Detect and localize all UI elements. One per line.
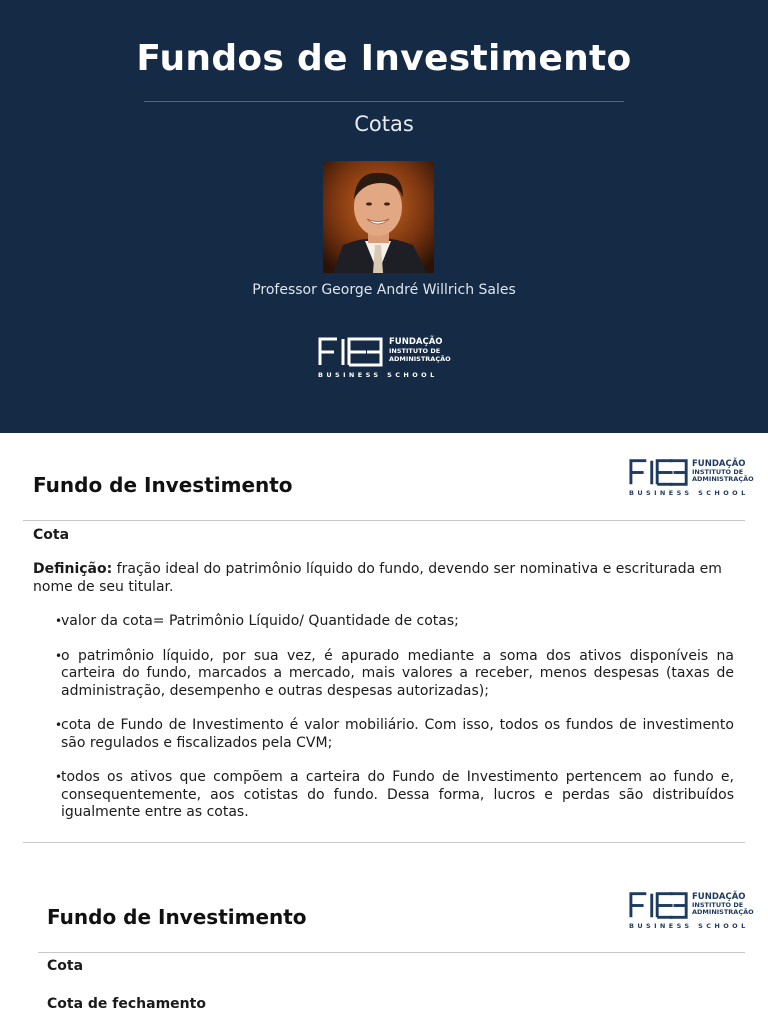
slide-divider (23, 842, 745, 843)
logo-line3: ADMINISTRAÇÃO (389, 355, 451, 363)
list-item: • cota de Fundo de Investimento é valor mobiliário. Com isso, todos os fundos de investimento são regulados e fiscalizados pela CVM; (61, 717, 734, 752)
logo-line2: INSTITUTO DE (389, 347, 441, 355)
fia-monogram-icon (628, 891, 690, 920)
list-item: • o patrimônio líquido, por sua vez, é apurado mediante a soma dos ativos disponíveis na carteira do fundo, marcados a mercado, mais valores a receber, menos despesas (taxas de administração, desempenho e outras despesas autorizadas); (61, 648, 734, 701)
logo-line1: FUNDAÇÃO (692, 459, 746, 469)
slide-title: Fundo de Investimento (33, 473, 293, 497)
slide-cota-definition (0, 433, 768, 845)
logo-line2: INSTITUTO DE (692, 901, 744, 909)
definition-paragraph (33, 560, 735, 596)
slide-title: Fundo de Investimento (47, 905, 307, 929)
logo-line1: FUNDAÇÃO (692, 892, 746, 902)
title-divider (38, 952, 745, 953)
list-item: • valor da cota= Patrimônio Líquido/ Quantidade de cotas; (61, 613, 734, 631)
subsection-label: Cota de fechamento (47, 996, 206, 1012)
logo-tagline: BUSINESS SCHOOL (629, 922, 749, 930)
definition-label: Definição: (33, 561, 113, 577)
fia-logo (317, 336, 457, 380)
slide-cota-fechamento (0, 845, 768, 1024)
cover-divider (144, 101, 624, 102)
fia-logo (628, 891, 754, 931)
logo-tagline: BUSINESS SCHOOL (629, 489, 749, 497)
fia-monogram-icon (628, 458, 690, 487)
logo-line3: ADMINISTRAÇÃO (692, 908, 754, 916)
section-label: Cota (47, 958, 84, 974)
bullet-list (61, 613, 734, 839)
professor-photo (323, 161, 434, 273)
cover-slide (0, 0, 768, 433)
list-item: • todos os ativos que compõem a carteira do Fundo de Investimento pertencem ao fundo e, consequentemente, aos cotistas do fundo. Dessa forma, lucros e perdas são distribuídos igualmente entre as cotas. (61, 769, 734, 822)
fia-monogram-icon (317, 336, 385, 368)
cover-author: Professor George André Willrich Sales (252, 282, 516, 298)
section-label: Cota (33, 527, 70, 543)
logo-line3: ADMINISTRAÇÃO (692, 475, 754, 483)
fia-logo (628, 458, 754, 498)
logo-line1: FUNDAÇÃO (389, 337, 443, 347)
logo-tagline: BUSINESS SCHOOL (318, 371, 438, 379)
logo-line2: INSTITUTO DE (692, 468, 744, 476)
cover-subtitle: Cotas (354, 112, 414, 136)
cover-title: Fundos de Investimento (136, 38, 632, 79)
title-divider (23, 520, 745, 521)
definition-text: fração ideal do patrimônio líquido do fundo, devendo ser nominativa e escriturada em nome de seu titular. (33, 561, 722, 595)
